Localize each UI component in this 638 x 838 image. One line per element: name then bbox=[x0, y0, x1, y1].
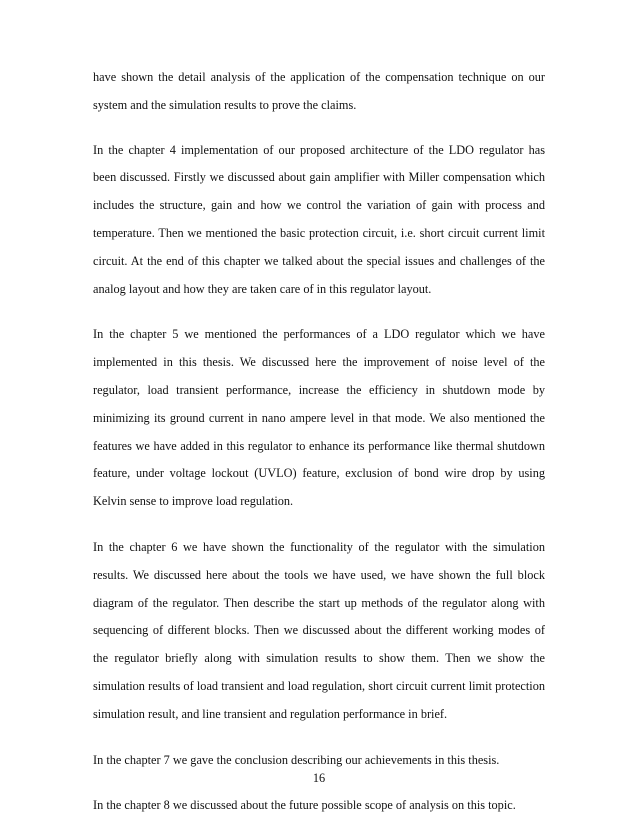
paragraph-chapter-5: In the chapter 5 we mentioned the performances of a LDO regulator which we have implemented in this thesis. We discussed here the improvement of noise level of the regulator, load transient performance, increase the efficiency in shutdown mode by minimizing its ground current in nano ampere level in that mode. We also mentioned the features we have added in this regulator to enhance its performance like thermal shutdown feature, under voltage lockout (UVLO) feature, exclusion of bond wire drop by using Kelvin sense to improve load regulation. bbox=[93, 327, 545, 509]
paragraph-chapter-6: In the chapter 6 we have shown the functionality of the regulator with the simulation results. We discussed here about the tools we have used, we have shown the full block diagram of the regulator. Then describe the start up methods of the regulator along with sequencing of different blocks. Then we discussed about the different working modes of the regulator briefly along with simulation results to show them. Then we show the simulation results of load transient and load regulation, short circuit current limit protection simulation result, and line transient and regulation performance in brief. bbox=[93, 539, 545, 721]
paragraph-chapter-8: In the chapter 8 we discussed about the future possible scope of analysis on this topic. bbox=[93, 798, 516, 813]
document-body bbox=[93, 64, 545, 838]
paragraph-chapter-7: In the chapter 7 we gave the conclusion describing our achievements in this thesis. bbox=[93, 752, 500, 767]
paragraph-chapter-4: In the chapter 4 implementation of our proposed architecture of the LDO regulator has been discussed. Firstly we discussed about gain amplifier with Miller compensation which includes the structure, gain and how we control the variation of gain with process and temperature. Then we mentioned the basic protection circuit, i.e. short circuit current limit circuit. At the end of this chapter we talked about the special issues and challenges of the analog layout and how they are taken care of in this regulator layout. bbox=[93, 142, 545, 296]
page-number: 16 bbox=[312, 771, 326, 785]
paragraph-continuation: have shown the detail analysis of the application of the compensation technique on our system and the simulation results to prove the claims. bbox=[93, 70, 545, 112]
